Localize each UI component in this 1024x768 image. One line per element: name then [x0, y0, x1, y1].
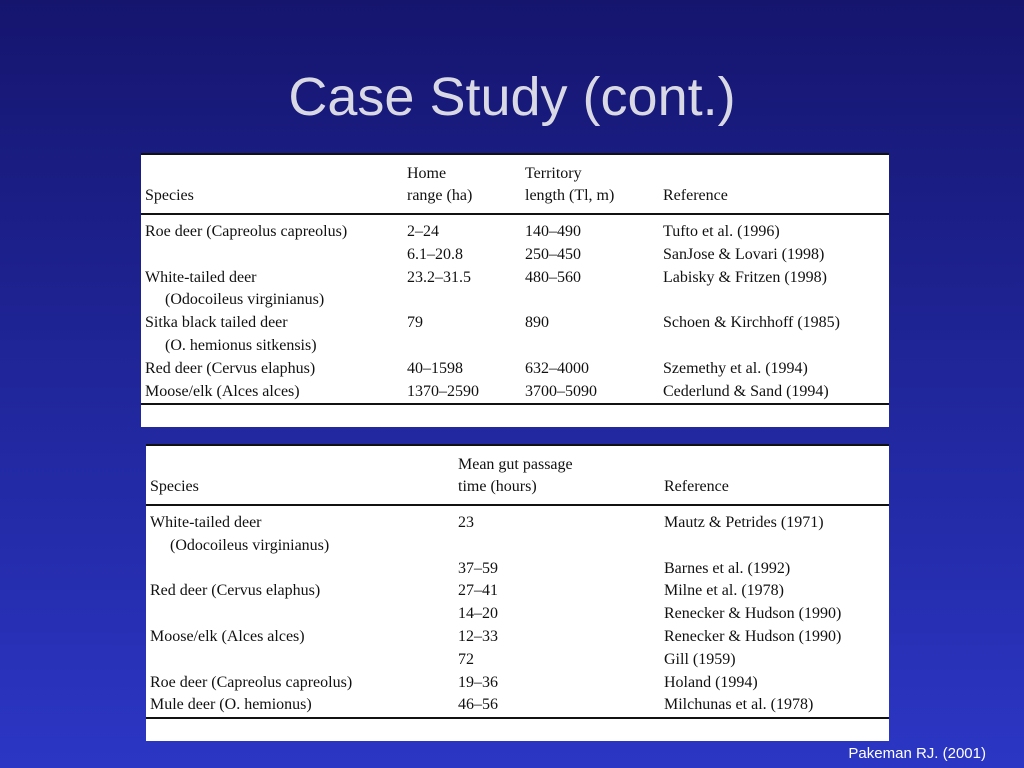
species-cell: (Odocoileus virginianus) — [165, 291, 325, 309]
territory-cell: 3700–5090 — [525, 382, 597, 400]
home-range-cell: 79 — [407, 314, 423, 332]
home-range-cell: 23.2–31.5 — [407, 268, 471, 286]
species-cell: (O. hemionus sitkensis) — [165, 336, 317, 354]
species-cell — [146, 603, 454, 626]
territory-cell — [521, 289, 659, 312]
header-home-range: Home — [407, 165, 447, 182]
reference-cell — [659, 335, 889, 358]
header-row — [141, 154, 889, 185]
reference-cell: Schoen & Kirchhoff (1985) — [663, 314, 840, 332]
species-cell: Roe deer (Capreolus capreolus) — [145, 223, 348, 240]
reference-cell: Barnes et al. (1992) — [664, 559, 791, 577]
time-cell: 46–56 — [458, 696, 498, 714]
reference-cell: SanJose & Lovari (1998) — [663, 245, 825, 263]
species-cell: White-tailed deer — [150, 514, 262, 531]
species-cell — [146, 558, 454, 581]
table-row — [141, 381, 889, 405]
home-range-cell: 6.1–20.8 — [407, 245, 463, 263]
species-cell: (Odocoileus virginianus) — [170, 536, 330, 554]
table-row — [146, 558, 889, 581]
home-range-table-panel — [141, 153, 889, 427]
table-row — [141, 289, 889, 312]
species-cell: Red deer (Cervus elaphus) — [145, 359, 316, 377]
header-home-range-unit: range (ha) — [403, 185, 521, 214]
reference-cell: Tufto et al. (1996) — [663, 223, 780, 240]
table-row — [141, 244, 889, 267]
species-cell: Moose/elk (Alces alces) — [145, 382, 300, 400]
species-cell: Mule deer (O. hemionus) — [150, 696, 312, 714]
reference-cell: Milchunas et al. (1978) — [664, 696, 814, 714]
home-range-cell: 2–24 — [407, 223, 439, 240]
reference-cell: Milne et al. (1978) — [664, 582, 784, 600]
reference-cell: Mautz & Petrides (1971) — [664, 514, 824, 531]
header-spacer — [141, 154, 403, 185]
home-range-cell — [403, 289, 521, 312]
territory-cell: 632–4000 — [525, 359, 589, 377]
reference-cell: Labisky & Fritzen (1998) — [663, 268, 827, 286]
home-range-table — [141, 153, 889, 405]
table-row — [146, 626, 889, 649]
header-species: Species — [146, 476, 454, 505]
species-cell: White-tailed deer — [145, 268, 257, 286]
header-territory-unit: length (Tl, m) — [521, 185, 659, 214]
table-row — [141, 335, 889, 358]
territory-cell — [521, 335, 659, 358]
gut-passage-table-panel — [146, 444, 889, 741]
reference-cell — [660, 535, 889, 558]
table-row — [146, 505, 889, 535]
territory-cell: 480–560 — [525, 268, 581, 286]
territory-cell: 140–490 — [525, 223, 581, 240]
time-cell: 72 — [458, 650, 474, 668]
time-cell: 12–33 — [458, 627, 498, 645]
header-species: Species — [141, 185, 403, 214]
reference-cell: Renecker & Hudson (1990) — [664, 605, 842, 623]
reference-cell: Cederlund & Sand (1994) — [663, 382, 829, 400]
species-cell: Sitka black tailed deer — [145, 314, 288, 332]
table-row — [141, 267, 889, 290]
time-cell — [454, 535, 660, 558]
slide-title: Case Study (cont.) — [288, 67, 736, 127]
table-row — [146, 672, 889, 695]
time-cell: 23 — [458, 514, 474, 531]
species-cell — [146, 649, 454, 672]
time-cell: 37–59 — [458, 559, 498, 577]
home-range-cell: 1370–2590 — [407, 382, 479, 400]
time-cell: 19–36 — [458, 673, 498, 691]
table-row — [146, 694, 889, 718]
table-row — [141, 214, 889, 244]
species-cell: Moose/elk (Alces alces) — [150, 627, 305, 645]
reference-cell — [659, 289, 889, 312]
header-territory: Territory — [525, 165, 582, 182]
header-gut-passage: Mean gut passage — [458, 456, 573, 473]
reference-cell: Gill (1959) — [664, 650, 736, 668]
header-row — [141, 185, 889, 214]
home-range-cell — [403, 335, 521, 358]
source-credit: Pakeman RJ. (2001) — [848, 745, 986, 762]
table-row — [141, 312, 889, 335]
table-row — [141, 358, 889, 381]
table-row — [146, 580, 889, 603]
gut-passage-table — [146, 444, 889, 719]
table-row — [146, 649, 889, 672]
time-cell: 14–20 — [458, 605, 498, 623]
header-spacer — [146, 445, 454, 476]
table-row — [146, 535, 889, 558]
header-reference: Reference — [659, 185, 889, 214]
header-row — [146, 476, 889, 505]
species-cell: Roe deer (Capreolus capreolus) — [150, 673, 353, 691]
species-cell: Red deer (Cervus elaphus) — [150, 582, 321, 600]
species-cell — [141, 244, 403, 267]
header-row — [146, 445, 889, 476]
time-cell: 27–41 — [458, 582, 498, 600]
header-gut-passage-unit: time (hours) — [454, 476, 660, 505]
header-spacer — [659, 154, 889, 185]
home-range-cell: 40–1598 — [407, 359, 463, 377]
territory-cell: 890 — [525, 314, 549, 332]
reference-cell: Holand (1994) — [664, 673, 758, 691]
reference-cell: Renecker & Hudson (1990) — [664, 627, 842, 645]
header-spacer — [660, 445, 889, 476]
territory-cell: 250–450 — [525, 245, 581, 263]
table-row — [146, 603, 889, 626]
header-reference: Reference — [660, 476, 889, 505]
reference-cell: Szemethy et al. (1994) — [663, 359, 808, 377]
